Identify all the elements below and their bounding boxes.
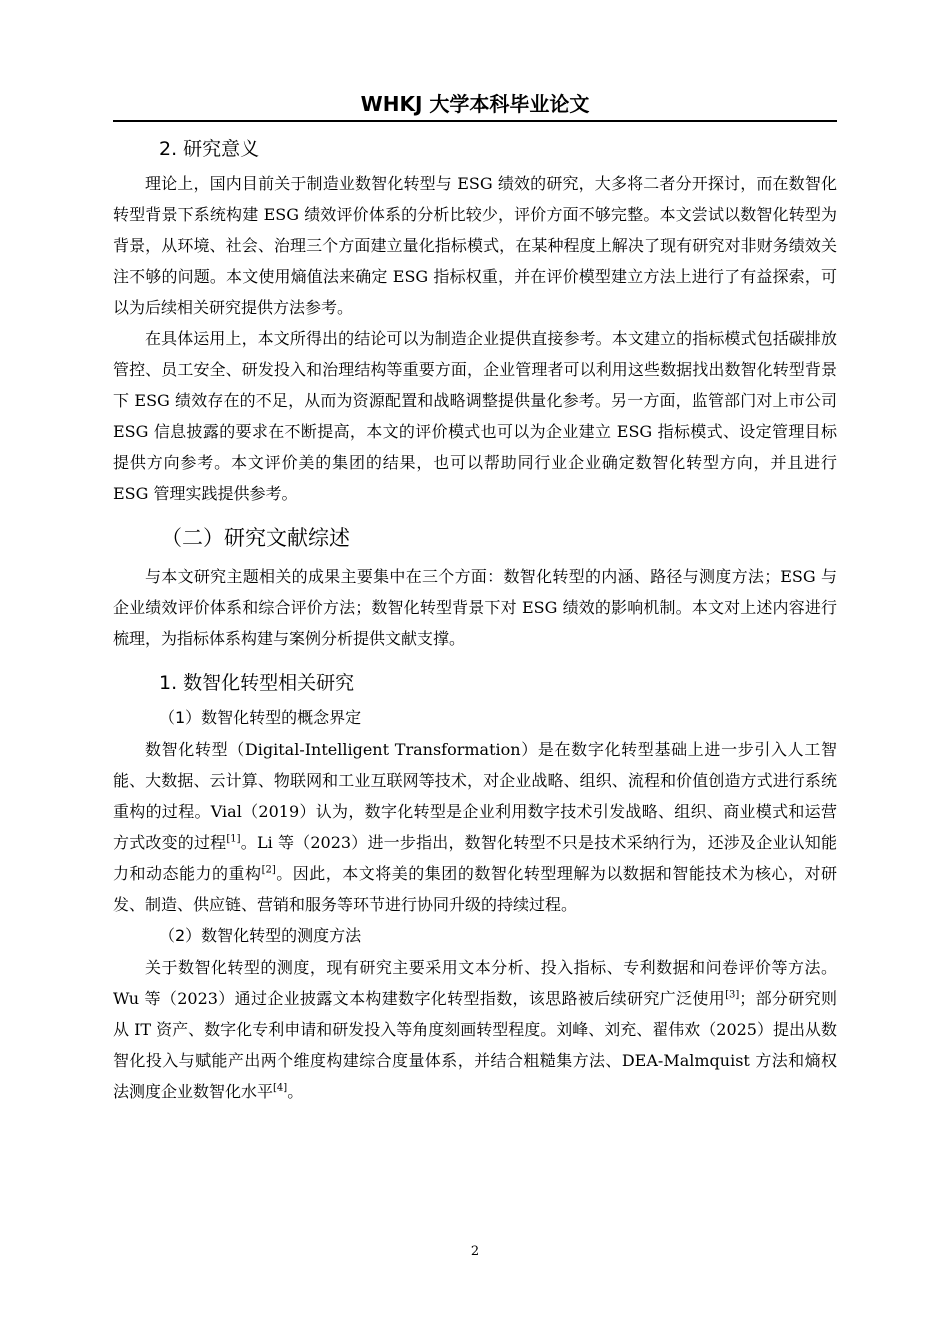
paragraph-measurement [113, 952, 837, 1107]
subsection-heading-measurement: （2）数智化转型的测度方法 [159, 926, 362, 945]
citation-ref-3: [3] [725, 989, 740, 1001]
measurement-text-2: ；部分研究则从 IT 资产、数字化专利申请和研发投入等角度刻画转型程度。刘峰、刘充、翟伟欢（2025）提出从数智化投入与赋能产出两个维度构建综合度量体系，并结合粗糙集方法、DEA-Malmquist 方法和熵权法测度企业数智化水平 [113, 989, 837, 1101]
paragraph-theory: 理论上，国内目前关于制造业数智化转型与 ESG 绩效的研究，大多将二者分开探讨，而在数智化转型背景下系统构建 ESG 绩效评价体系的分析比较少，评价方面不够完整。本文尝试以数智化转型为背景，从环境、社会、治理三个方面建立量化指标模式，在某种程度上解决了现有研究对非财务绩效关注不够的问题。本文使用熵值法来确定 ESG 指标权重，并在评价模型建立方法上进行了有益探索，可以为后续相关研究提供方法参考。 [113, 174, 837, 317]
page-header: WHKJ 大学本科毕业论文 [113, 88, 837, 122]
measurement-text-3: 。 [287, 1082, 304, 1101]
citation-ref-1: [1] [226, 833, 241, 845]
citation-ref-4: [4] [273, 1082, 288, 1094]
page-number: 2 [470, 1244, 480, 1259]
subsection-heading-concept: （1）数智化转型的概念界定 [159, 708, 362, 727]
concept-text-3: 。因此，本文将美的集团的数智化转型理解为以数据和智能技术为核心，对研发、制造、供应链、营销和服务等环节进行协同升级的持续过程。 [113, 864, 837, 914]
paragraph-application: 在具体运用上，本文所得出的结论可以为制造企业提供直接参考。本文建立的指标模式包括碳排放管控、员工安全、研发投入和治理结构等重要方面，企业管理者可以利用这些数据找出数智化转型背景下 ESG 绩效存在的不足，从而为资源配置和战略调整提供量化参考。另一方面，监管部门对上市公司 ESG 信息披露的要求在不断提高，本文的评价模式也可以为企业建立 ESG 指标模式、设定管理目标提供方向参考。本文评价美的集团的结果，也可以帮助同行业企业确定数智化转型方向，并且进行 ESG 管理实践提供参考。 [113, 329, 837, 503]
section-heading-research-significance: 2. 研究意义 [159, 138, 260, 160]
section-heading-literature-review: （二）研究文献综述 [161, 526, 350, 550]
measurement-text-1: 关于数智化转型的测度，现有研究主要采用文本分析、投入指标、专利数据和问卷评价等方法。Wu 等（2023）通过企业披露文本构建数字化转型指数，该思路被后续研究广泛使用 [113, 958, 837, 1008]
citation-ref-2: [2] [261, 864, 276, 876]
page-content [113, 130, 837, 1107]
concept-text-1: 数智化转型（Digital-Intelligent Transformation）是在数字化转型基础上进一步引入人工智能、大数据、云计算、物联网和工业互联网等技术，对企业战略、组织、流程和价值创造方式进行系统重构的过程。Vial（2019）认为，数字化转型是企业利用数字技术引发战略、组织、商业模式和运营方式改变的过程 [113, 740, 837, 852]
concept-text-2: 。Li 等（2023）进一步指出，数智化转型不只是技术采纳行为，还涉及企业认知能力和动态能力的重构 [113, 833, 837, 883]
paragraph-concept [113, 734, 837, 920]
section-heading-digital-research: 1. 数智化转型相关研究 [159, 672, 355, 694]
paragraph-review-intro: 与本文研究主题相关的成果主要集中在三个方面：数智化转型的内涵、路径与测度方法；ESG 与企业绩效评价体系和综合评价方法；数智化转型背景下对 ESG 绩效的影响机制。本文对上述内容进行梳理，为指标体系构建与案例分析提供文献支撑。 [113, 567, 837, 648]
